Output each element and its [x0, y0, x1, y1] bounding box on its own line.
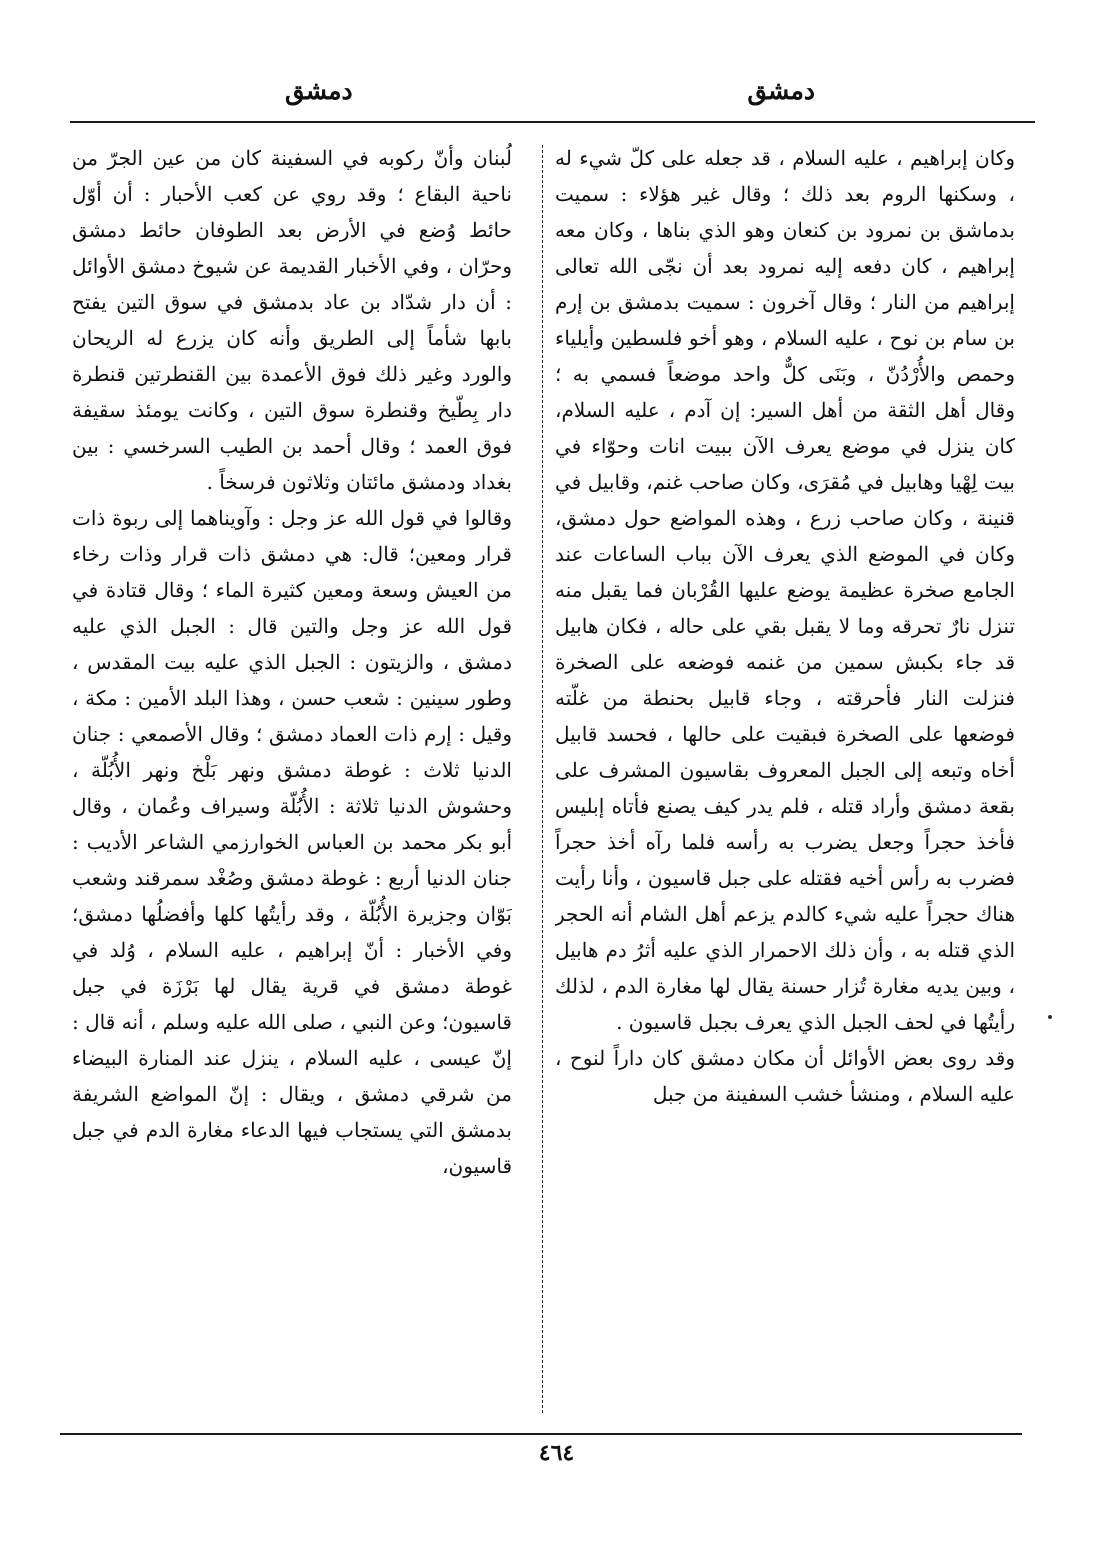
left-text-column [72, 140, 512, 1422]
paragraph: لُبنان وأنّ ركوبه في السفينة كان من عين الجرّ من ناحية البقاع ؛ وقد روي عن كعب الأحبار : أن أوّل حائط وُضع في الأرض بعد الطوفان حائط دمشق وحرّان ، وفي الأخبار القديمة عن شيوخ دمشق الأوائل : أن دار شدّاد بن عاد بدمشق في سوق التين يفتح بابها شأماً إلى الطريق وأنه كان يزرع له الريحان والورد وغير ذلك فوق الأعمدة بين القنطرتين قنطرة دار بِطّيخ وقنطرة سوق التين ، وكانت يومئذ سقيفة فوق العمد ؛ وقال أحمد بن الطيب السرخسي : بين بغداد ودمشق مائتان وثلاثون فرسخاً . [72, 146, 512, 494]
header-rule [70, 121, 1035, 123]
paragraph: وكان إبراهيم ، عليه السلام ، قد جعله على كلّ شيء له ، وسكنها الروم بعد ذلك ؛ وقال غير هؤلاء : سميت بدماشق بن نمرود بن كنعان وهو الذي بناها ، وكان معه إبراهيم ، كان دفعه إليه نمرود بعد أن نجّى الله تعالى إبراهيم من النار ؛ وقال آخرون : سميت بدمشق بن إرم بن سام بن نوح ، عليه السلام ، وهو أخو فلسطين وأيلياء وحمص والأُرْدُنّ ، وبَنَى كلٌّ واحد موضعاً فسمي به ؛ وقال أهل الثقة من أهل السير: إن آدم ، عليه السلام، كان ينزل في موضع يعرف الآن ببيت انات وحوّاء في بيت لِهْيا وهابيل في مُقرَى، وكان صاحب غنم، وقابيل في قنينة ، وكان صاحب زرع ، وهذه المواضع حول دمشق، وكان في الموضع الذي يعرف الآن بباب الساعات عند الجامع صخرة عظيمة يوضع عليها القُرْبان فما يقبل منه تنزل نارٌ تحرقه وما لا يقبل بقي على حاله ، فكان هابيل قد جاء بكبش سمين من غنمه فوضعه على الصخرة فنزلت النار فأحرقته ، وجاء قابيل بحنطة من غلّته فوضعها على الصخرة فبقيت على حالها ، فحسد قابيل أخاه وتبعه إلى الجبل المعروف بقاسيون المشرف على بقعة دمشق وأراد قتله ، فلم يدر كيف يصنع فأتاه إبليس فأخذ حجراً وجعل يضرب به رأسه فلما رآه أخذ حجراً فضرب به رأس أخيه فقتله على جبل قاسيون ، وأنا رأيت هناك حجراً عليه شيء كالدم يزعم أهل الشام أنه الحجر الذي قتله به ، وأن ذلك الاحمرار الذي عليه أثرُ دم هابيل ، وبين يديه مغارة تُزار حسنة يقال لها مغارة الدم ، لذلك رأيتُها في لحف الجبل الذي يعرف بجبل قاسيون . [555, 146, 1015, 1034]
right-text-column [555, 140, 1015, 1422]
margin-speck [1048, 1015, 1052, 1019]
running-head-right: دمشق [747, 76, 815, 105]
footer-rule [60, 1433, 1022, 1435]
column-divider [542, 145, 543, 1413]
paragraph: وقالوا في قول الله عز وجل : وآويناهما إلى ربوة ذات قرار ومعين؛ قال: هي دمشق ذات قرار وذات رخاء من العيش وسعة ومعين كثيرة الماء ؛ وقال قتادة في قول الله عز وجل والتين قال : الجبل الذي عليه دمشق ، والزيتون : الجبل الذي عليه بيت المقدس ، وطور سينين : شعب حسن ، وهذا البلد الأمين : مكة ، وقيل : إرم ذات العماد دمشق ؛ وقال الأصمعي : جنان الدنيا ثلاث : غوطة دمشق ونهر بَلْخ ونهر الأُبُلّة ، وحشوش الدنيا ثلاثة : الأُبُلّة وسيراف وعُمان ، وقال أبو بكر محمد بن العباس الخوارزمي الشاعر الأديب : جنان الدنيا أربع : غوطة دمشق وصُغْد سمرقند وشعب بَوّان وجزيرة الأُبُلّة ، وقد رأيتُها كلها وأفضلُها دمشق؛ وفي الأخبار : أنّ إبراهيم ، عليه السلام ، وُلد في غوطة دمشق في قرية يقال لها بَرْزَة في جبل قاسيون؛ وعن النبي ، صلى الله عليه وسلم ، أنه قال : إنّ عيسى ، عليه السلام ، ينزل عند المنارة البيضاء من شرقي دمشق ، ويقال : إنّ المواضع الشريفة بدمشق التي يستجاب فيها الدعاء مغارة الدم في جبل قاسيون، [72, 506, 512, 1178]
running-head-left: دمشق [285, 76, 353, 105]
paragraph: وقد روى بعض الأوائل أن مكان دمشق كان داراً لنوح ، عليه السلام ، ومنشأ خشب السفينة من جبل [555, 1046, 1015, 1106]
page-number: ٤٦٤ [538, 1440, 575, 1466]
